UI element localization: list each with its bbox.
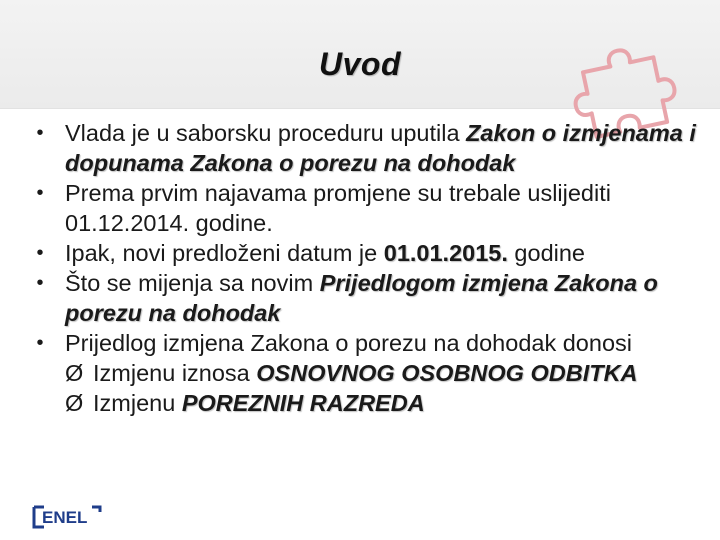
bullet-text: Što se mijenja sa novim [65, 270, 320, 296]
bullet-emphasis: 01.01.2015. [383, 240, 508, 266]
logo-text: ENEL [42, 508, 88, 527]
sub-bullet-item [30, 358, 700, 388]
bullet-dot: • [36, 272, 44, 294]
bullet-dot: • [36, 122, 44, 144]
sub-bullet-emphasis: POREZNIH RAZREDA [181, 390, 425, 416]
sub-bullet-emphasis: OSNOVNOG OSOBNOG ODBITKA [256, 360, 638, 386]
bullet-text: Prijedlog izmjena Zakona o porezu na dohodak donosi [65, 330, 632, 356]
bullet-emphasis: Zakon o izmjenama i dopunama Zakona o porezu na dohodak [65, 120, 696, 176]
bullet-list [30, 118, 700, 418]
bullet-item [30, 268, 700, 328]
arrow-bullet-icon: Ø [65, 390, 84, 416]
bullet-text: godine [507, 240, 586, 266]
slide-title: Uvod [319, 46, 401, 82]
bullet-text: Ipak, novi predloženi datum je [65, 240, 384, 266]
bullet-dot: • [36, 332, 44, 354]
bullet-item [30, 238, 700, 268]
sub-bullet-text: Izmjenu [93, 390, 182, 416]
bullet-item [30, 328, 700, 358]
sub-bullet-text: Izmjenu iznosa [93, 360, 257, 386]
bullet-dot: • [36, 242, 44, 264]
sub-bullet-item [30, 388, 700, 418]
bullet-item [30, 178, 700, 238]
arrow-bullet-icon: Ø [65, 360, 84, 386]
bullet-dot: • [36, 182, 44, 204]
company-logo-icon [32, 504, 102, 530]
bullet-text: Vlada je u saborsku proceduru uputila [65, 120, 467, 146]
bullet-text: Prema prvim najavama promjene su trebale uslijediti 01.12.2014. godine. [65, 180, 611, 236]
bullet-item [30, 118, 700, 178]
bullet-emphasis: Prijedlogom izmjena Zakona o porezu na dohodak [65, 270, 658, 326]
